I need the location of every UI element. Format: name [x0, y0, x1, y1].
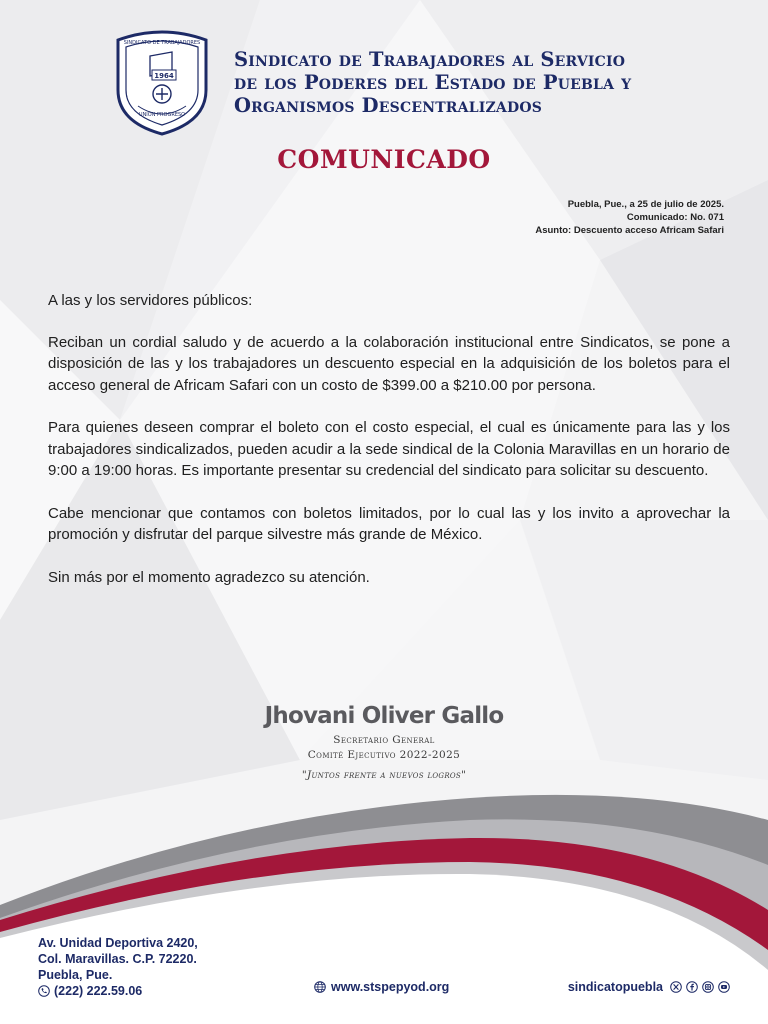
document-title: COMUNICADO: [277, 145, 491, 174]
footer-address: [38, 935, 198, 999]
letter-body: [48, 290, 730, 609]
paragraph-purchase: Para quienes deseen comprar el boleto con el costo especial, el cual es únicamente para las y los trabajadores sindicalizados, pueden acudir a la sede sindical de la Colonia Maravillas en un horario de 9:00 a 19:00 horas. Es importante presentar su credencial del sindicato para solicitar su descuento.: [48, 419, 730, 479]
org-name-line-1: Sindicato de Trabajadores al Servicio: [234, 48, 626, 71]
org-name-line-2: de los Poderes del Estado de Puebla y: [234, 71, 632, 94]
facebook-icon[interactable]: [686, 981, 698, 993]
comunicado-number: Comunicado: No. 071: [626, 212, 724, 223]
svg-text:SINDICATO DE TRABAJADORES: SINDICATO DE TRABAJADORES: [123, 40, 201, 46]
paragraph-discount: Reciban un cordial saludo y de acuerdo a la colaboración institucional entre Sindicatos, se pone a disposición de las y los trabajadores un descuento especial en la adquisición de los boletos para el acceso general de Africam Safari con un costo de $399.00 a $210.00 por persona.: [48, 333, 730, 394]
organization-name: [234, 48, 754, 117]
document-meta: [535, 198, 724, 237]
phone-icon: [38, 985, 50, 997]
signer-motto: "Juntos frente a nuevos logros": [301, 769, 467, 781]
instagram-icon[interactable]: [702, 981, 714, 993]
closing: Sin más por el momento agradezco su atención.: [48, 568, 370, 586]
place-date: Puebla, Pue., a 25 de julio de 2025.: [567, 199, 724, 210]
svg-text:UNIÓN PROGRESO: UNIÓN PROGRESO: [138, 112, 186, 118]
union-crest-icon: [110, 30, 214, 136]
signer-committee: Comité Ejecutivo 2022-2025: [307, 749, 461, 761]
footer-website[interactable]: [314, 980, 449, 994]
greeting: A las y los servidores públicos:: [48, 292, 253, 309]
youtube-icon[interactable]: [718, 981, 730, 993]
social-handle[interactable]: sindicatopuebla: [567, 980, 663, 994]
x-twitter-icon[interactable]: [670, 981, 682, 993]
svg-text:1964: 1964: [154, 72, 174, 80]
org-name-line-3: Organismos Descentralizados: [234, 94, 543, 117]
subject-line: Asunto: Descuento acceso Africam Safari: [535, 225, 724, 236]
paragraph-limited: Cabe mencionar que contamos con boletos limitados, por lo cual las y los invito a aprovechar la promoción y disfrutar del parque silvestre más grande de México.: [48, 504, 730, 543]
address-line-2: Col. Maravillas. C.P. 72220.: [38, 952, 197, 966]
letterhead: [110, 30, 750, 140]
signer-name: Jhovani Oliver Gallo: [264, 703, 504, 729]
phone-row: [38, 983, 198, 999]
address-line-1: Av. Unidad Deportiva 2420,: [38, 936, 198, 950]
phone-number[interactable]: (222) 222.59.06: [54, 984, 143, 998]
footer-social: [568, 980, 730, 994]
website-link[interactable]: www.stspepyod.org: [331, 980, 450, 994]
signer-role: Secretario General: [333, 734, 435, 746]
address-line-3: Puebla, Pue.: [38, 968, 113, 982]
globe-icon: [314, 981, 326, 993]
